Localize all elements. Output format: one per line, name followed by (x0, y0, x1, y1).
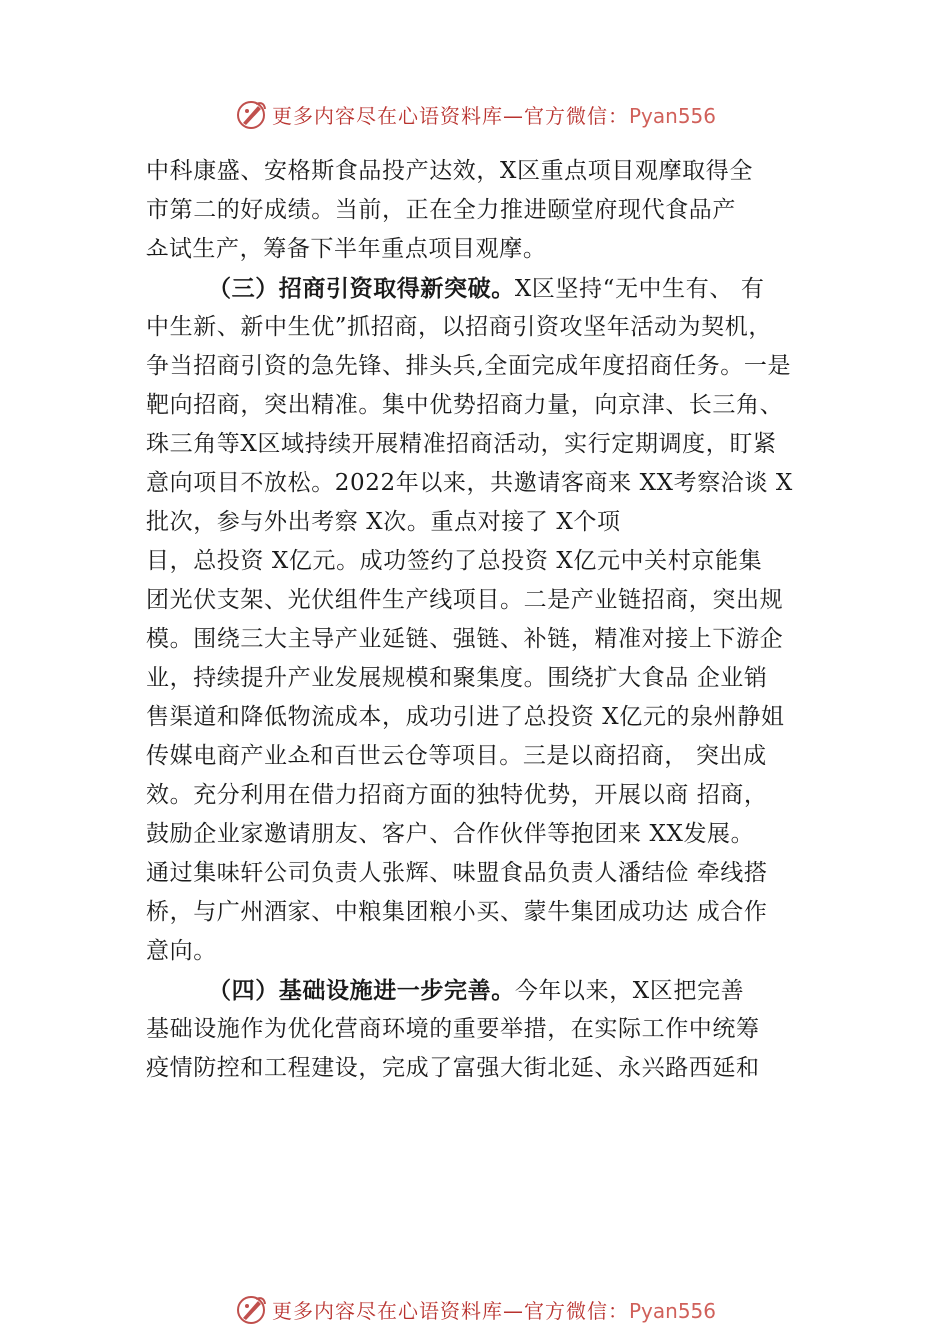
watermark-banner-top (0, 94, 950, 134)
text-line (146, 152, 836, 191)
watermark-main: 更多内容尽在心语资料库—官方微信： (271, 103, 629, 128)
line-text: 鼓励企业家邀请朋友、客户、合作伙伴等抱团来 XX发展。 (146, 821, 755, 847)
line-text: 争当招商引资的急先锋、排头兵,全面完成年度招商任务。一是 (146, 353, 792, 379)
line-text: 目，总投资 X亿元。成功签约了总投资 X亿元中关村京能集 (146, 548, 763, 574)
line-text: 通过集味轩公司负责人张辉、味盟食品负责人潘结俭 牵线搭 (146, 860, 768, 886)
text-line (146, 308, 836, 347)
text-line (146, 737, 836, 776)
text-line (146, 620, 836, 659)
watermark-text (272, 100, 716, 129)
text-line (146, 776, 836, 815)
line-text: 业，持续提升产业发展规模和聚集度。围绕扩大食品 企业销 (146, 665, 768, 691)
watermark-wechat: Pyan556 (628, 1298, 716, 1323)
line-text: X区坚持“无中生有、 有 (514, 276, 765, 302)
document-body (146, 152, 836, 1088)
line-text: 中生新、新中生优”抓招商，以招商引资攻坚年活动为契机， (146, 314, 772, 340)
text-line (146, 425, 836, 464)
text-line (146, 230, 836, 269)
line-text: 靶向招商，突出精准。集中优势招商力量，向京津、长三角、 (146, 392, 784, 418)
line-text: 珠三角等X区域持续开展精准招商活动，实行定期调度，盯紧 (146, 431, 777, 457)
line-text: 疫情防控和工程建设，完成了富强大街北延、永兴路西延和 (146, 1055, 760, 1081)
text-line (146, 854, 836, 893)
line-text: 市第二的好成绩。当前，正在全力推进颐堂府现代食品产 (146, 197, 736, 223)
line-text: 中科康盛、安格斯食品投产达效，X区重点项目观摩取得全 (146, 158, 753, 184)
text-line (146, 932, 836, 971)
watermark-wechat: Pyan556 (628, 103, 716, 128)
line-text: 批次，参与外出考察 X次。重点对接了 X个项 (146, 509, 621, 535)
text-line (146, 347, 836, 386)
watermark-main: 更多内容尽在心语资料库—官方微信： (271, 1298, 629, 1323)
line-text: 传媒电商产业쇼和百世云仓等项目。三是以商招商， 突出成 (146, 743, 767, 769)
text-line (146, 659, 836, 698)
section-heading-line (146, 269, 836, 308)
text-line (146, 893, 836, 932)
line-text: 桥，与广州酒家、中粮集团粮小买、蒙牛集团成功达 成合作 (146, 899, 768, 925)
line-text: 意向项目不放松。2022年以来，共邀请客商来 XX考察洽谈 X (146, 470, 793, 496)
quill-seal-icon (234, 97, 268, 131)
text-line (146, 1049, 836, 1088)
line-text: 效。充分利用在借力招商方面的独特优势，开展以商 招商， (146, 782, 768, 808)
section-heading-line (146, 971, 836, 1010)
line-text: 意向。 (146, 938, 217, 964)
text-line (146, 815, 836, 854)
line-text: 今年以来，X区把完善 (514, 978, 745, 1004)
watermark-banner-bottom (0, 1289, 950, 1329)
text-line (146, 1010, 836, 1049)
text-line (146, 464, 836, 503)
text-line (146, 386, 836, 425)
text-line (146, 503, 836, 542)
section-heading-3: （三）招商引资取得新突破。 (208, 275, 515, 302)
line-text: 团光伏支架、光伏组件生产线项目。二是产业链招商，突出规 (146, 587, 784, 613)
text-line (146, 191, 836, 230)
line-text: 쇼试生产，筹备下半年重点项目观摩。 (146, 236, 547, 262)
section-heading-4: （四）基础设施进一步完善。 (208, 977, 515, 1004)
text-line (146, 698, 836, 737)
watermark-text (272, 1295, 716, 1324)
quill-seal-icon (234, 1292, 268, 1326)
text-line (146, 581, 836, 620)
line-text: 模。围绕三大主导产业延链、强链、补链，精准对接上下游企 (146, 626, 784, 652)
line-text: 基础设施作为优化营商环境的重要举措，在实际工作中统筹 (146, 1016, 760, 1042)
line-text: 售渠道和降低物流成本，成功引进了总投资 X亿元的泉州静姐 (146, 704, 785, 730)
text-line (146, 542, 836, 581)
